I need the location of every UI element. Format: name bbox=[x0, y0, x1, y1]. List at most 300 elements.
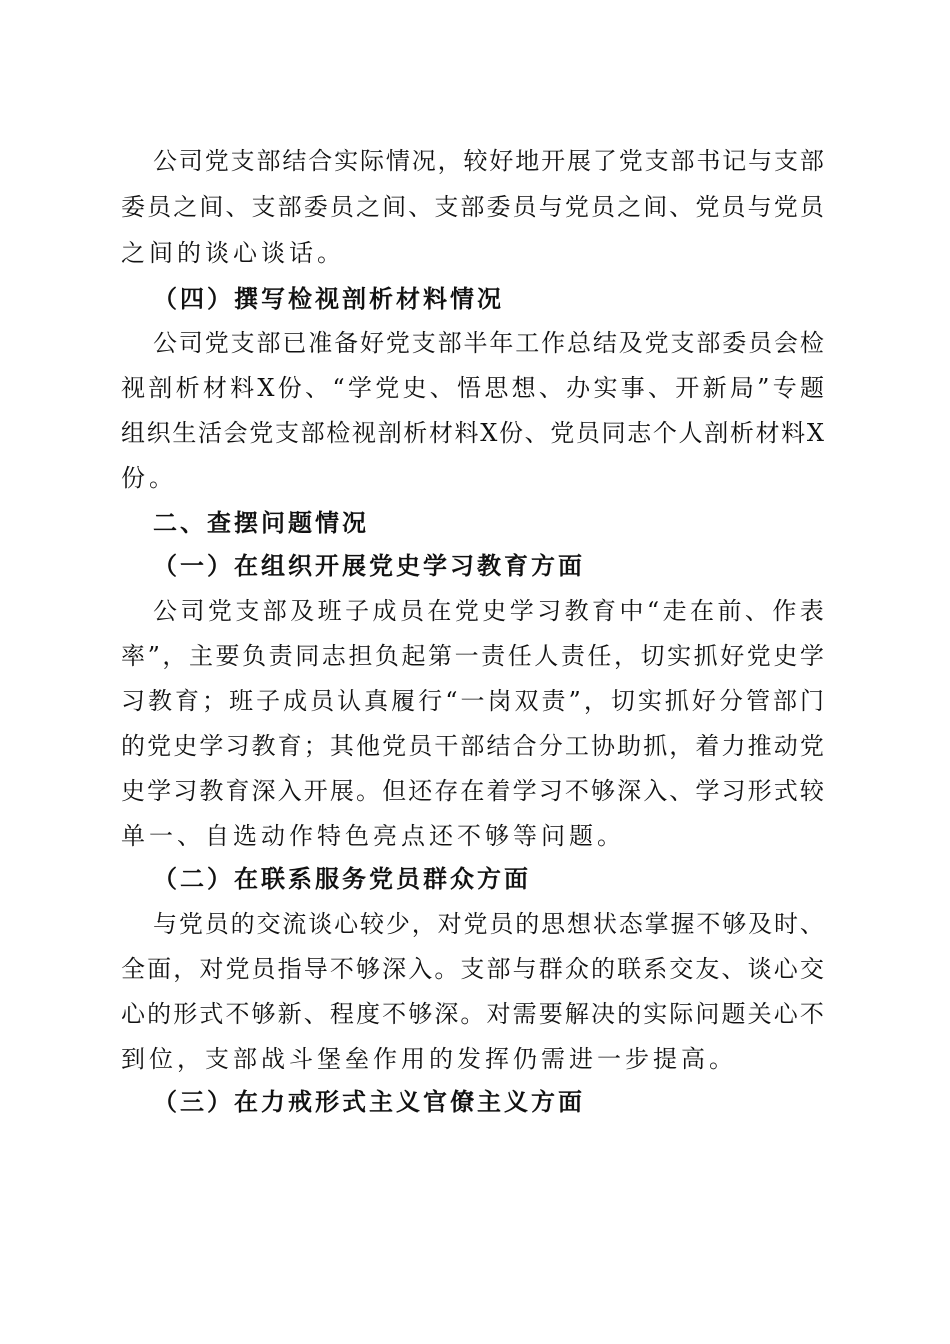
text-char: 办 bbox=[566, 374, 591, 402]
text-char: 志 bbox=[321, 642, 346, 670]
text-char: 深 bbox=[617, 777, 642, 805]
text-char: 面 bbox=[147, 955, 172, 983]
text-char: 着 bbox=[486, 777, 511, 805]
text-char: 起 bbox=[401, 642, 426, 670]
text-char: 材 bbox=[755, 419, 780, 447]
section-heading: （三）在力戒形式主义官僚主义方面 bbox=[153, 1087, 585, 1116]
text-char: 支 bbox=[235, 597, 260, 625]
text-char: 员 bbox=[310, 687, 335, 715]
text-char: 实 bbox=[643, 1000, 668, 1028]
text-char: 党 bbox=[204, 147, 229, 175]
text-char: 习 bbox=[121, 687, 145, 715]
text-char: 教 bbox=[251, 732, 276, 760]
text-char: 众 bbox=[564, 955, 589, 983]
text-char: 、 bbox=[524, 419, 549, 447]
text-char: 部 bbox=[460, 193, 485, 221]
paragraph-line: 之间的谈心谈话。 bbox=[121, 239, 345, 267]
text-char: ， bbox=[162, 642, 187, 670]
text-char: 检 bbox=[799, 329, 824, 357]
text-char: 切 bbox=[640, 642, 665, 670]
text-char: 想 bbox=[511, 374, 536, 402]
text-char: 部 bbox=[256, 329, 281, 357]
text-char: 题 bbox=[721, 1000, 746, 1028]
text-char: 结 bbox=[486, 732, 511, 760]
text-char: 要 bbox=[215, 642, 240, 670]
text-char: 部 bbox=[486, 955, 511, 983]
text-char: 史 bbox=[402, 374, 427, 402]
text-char: 任 bbox=[587, 642, 612, 670]
text-char: “ bbox=[445, 687, 458, 715]
text-char: 组 bbox=[121, 419, 145, 447]
text-char: 况 bbox=[411, 147, 436, 175]
text-char: 员 bbox=[147, 193, 172, 221]
text-char: 材 bbox=[202, 374, 227, 402]
text-char: 履 bbox=[391, 687, 416, 715]
text-char: 员 bbox=[590, 193, 615, 221]
text-char: 协 bbox=[590, 732, 615, 760]
text-char: 展 bbox=[329, 777, 354, 805]
text-char: 题 bbox=[799, 374, 824, 402]
text-char: 支 bbox=[644, 147, 669, 175]
text-char: 员 bbox=[799, 193, 824, 221]
text-char: 党 bbox=[147, 732, 172, 760]
text-char: 史 bbox=[482, 597, 507, 625]
text-char: X bbox=[480, 419, 498, 447]
text-char: 开 bbox=[541, 147, 566, 175]
text-char: 记 bbox=[722, 147, 747, 175]
section-heading: （二）在联系服务党员群众方面 bbox=[153, 864, 531, 893]
text-char: 、 bbox=[648, 374, 672, 402]
text-char: 总 bbox=[567, 329, 591, 357]
text-char: 党 bbox=[178, 910, 203, 938]
text-char: 较 bbox=[463, 147, 488, 175]
text-char: 教 bbox=[199, 777, 224, 805]
text-char: 的 bbox=[230, 910, 255, 938]
text-char: 全 bbox=[121, 955, 145, 983]
text-char: 党 bbox=[204, 329, 229, 357]
paragraph-line bbox=[121, 999, 824, 1029]
paragraph-line bbox=[121, 686, 824, 716]
text-char: 入 bbox=[408, 955, 433, 983]
text-char: 开 bbox=[303, 777, 328, 805]
text-char: 解 bbox=[564, 1000, 589, 1028]
text-char: ， bbox=[669, 732, 694, 760]
text-char: 育 bbox=[592, 597, 616, 625]
paragraph-line bbox=[121, 418, 824, 448]
text-char: 要 bbox=[538, 1000, 563, 1028]
text-char: 党 bbox=[207, 597, 232, 625]
text-char: 党 bbox=[564, 193, 589, 221]
text-char: 交 bbox=[256, 910, 281, 938]
text-char: 走 bbox=[662, 597, 687, 625]
text-char: 与 bbox=[538, 193, 563, 221]
text-char: 会 bbox=[774, 329, 798, 357]
text-char: “ bbox=[646, 597, 660, 625]
text-char: 及 bbox=[748, 910, 773, 938]
text-char: 合 bbox=[512, 732, 537, 760]
text-char: 思 bbox=[541, 910, 566, 938]
text-char: 还 bbox=[408, 777, 433, 805]
text-char: 人 bbox=[678, 419, 703, 447]
text-char: 书 bbox=[696, 147, 721, 175]
text-char: 。 bbox=[460, 1000, 485, 1028]
text-char: 成 bbox=[372, 597, 397, 625]
text-char: 入 bbox=[643, 777, 668, 805]
text-char: 及 bbox=[290, 597, 315, 625]
text-char: 支 bbox=[230, 147, 255, 175]
text-char: 史 bbox=[773, 642, 798, 670]
text-char: ， bbox=[583, 687, 608, 715]
text-char: 育 bbox=[277, 732, 302, 760]
text-char: 、 bbox=[669, 777, 694, 805]
text-char: 、 bbox=[305, 374, 330, 402]
text-char: 委 bbox=[722, 329, 747, 357]
text-char: ， bbox=[411, 910, 436, 938]
text-char: 析 bbox=[175, 374, 200, 402]
text-char: 准 bbox=[308, 329, 333, 357]
text-char: 助 bbox=[617, 732, 642, 760]
text-char: 实 bbox=[637, 687, 662, 715]
text-char: 够 bbox=[590, 777, 615, 805]
text-char: 交 bbox=[669, 955, 694, 983]
text-char: 料 bbox=[781, 419, 806, 447]
text-char: 子 bbox=[345, 597, 370, 625]
text-char: 支 bbox=[434, 193, 459, 221]
text-char: 委 bbox=[303, 193, 328, 221]
text-char: 一 bbox=[454, 642, 479, 670]
text-char: 够 bbox=[355, 955, 380, 983]
text-char: 形 bbox=[173, 1000, 198, 1028]
text-char: 够 bbox=[722, 910, 747, 938]
text-char: 认 bbox=[337, 687, 362, 715]
text-char: 表 bbox=[799, 597, 824, 625]
text-char: 好 bbox=[360, 329, 384, 357]
text-char: 不 bbox=[799, 1000, 824, 1028]
text-char: 、 bbox=[744, 597, 769, 625]
text-char: 握 bbox=[670, 910, 695, 938]
text-char: 前 bbox=[717, 597, 742, 625]
text-char: 导 bbox=[303, 955, 328, 983]
text-char: 学 bbox=[199, 732, 224, 760]
text-char: 。 bbox=[355, 777, 380, 805]
text-char: ” bbox=[568, 687, 581, 715]
text-char: 抓 bbox=[693, 642, 718, 670]
text-char: 司 bbox=[178, 329, 203, 357]
text-char: 会 bbox=[223, 419, 248, 447]
text-char: 员 bbox=[251, 955, 276, 983]
text-char: 学 bbox=[509, 597, 534, 625]
text-char: 的 bbox=[147, 1000, 172, 1028]
text-char: 支 bbox=[251, 193, 276, 221]
text-char: 党 bbox=[385, 329, 410, 357]
text-char: 料 bbox=[230, 374, 255, 402]
text-char: 式 bbox=[773, 777, 798, 805]
text-char: 系 bbox=[643, 955, 668, 983]
text-char: 部 bbox=[670, 147, 695, 175]
text-char: 掌 bbox=[644, 910, 669, 938]
text-char: 员 bbox=[399, 597, 424, 625]
text-char: 习 bbox=[537, 597, 562, 625]
text-char: 剖 bbox=[148, 374, 173, 402]
text-char: 群 bbox=[538, 955, 563, 983]
text-char: 份 bbox=[498, 419, 523, 447]
text-char: ； bbox=[303, 732, 328, 760]
text-char: 部 bbox=[262, 597, 287, 625]
text-char: 工 bbox=[564, 732, 589, 760]
text-char: 结 bbox=[282, 147, 307, 175]
text-char: 支 bbox=[670, 329, 695, 357]
text-char: 学 bbox=[347, 374, 372, 402]
paragraph-line bbox=[153, 596, 824, 626]
text-char: 党 bbox=[618, 147, 643, 175]
text-char: 心 bbox=[773, 1000, 798, 1028]
text-char: 主 bbox=[188, 642, 213, 670]
text-char: 好 bbox=[720, 642, 745, 670]
paragraph-line bbox=[121, 731, 824, 761]
text-char: 对 bbox=[437, 910, 462, 938]
text-char: 与 bbox=[747, 193, 772, 221]
text-char: 不 bbox=[696, 910, 721, 938]
text-char: 谈 bbox=[747, 955, 772, 983]
text-char: 负 bbox=[242, 642, 267, 670]
text-char: 指 bbox=[277, 955, 302, 983]
text-char: 形 bbox=[747, 777, 772, 805]
section-heading: 二、查摆问题情况 bbox=[153, 508, 369, 537]
text-char: 员 bbox=[748, 329, 773, 357]
text-char: 的 bbox=[617, 1000, 642, 1028]
text-char: 织 bbox=[146, 419, 171, 447]
text-char: 党 bbox=[773, 193, 798, 221]
text-char: 教 bbox=[564, 597, 589, 625]
text-char: 、 bbox=[721, 955, 746, 983]
text-char: 习 bbox=[225, 732, 250, 760]
text-char: 、 bbox=[669, 193, 694, 221]
text-char: 、 bbox=[303, 1000, 328, 1028]
text-char: 悟 bbox=[457, 374, 482, 402]
text-char: 一 bbox=[460, 687, 485, 715]
text-char: 双 bbox=[514, 687, 539, 715]
text-char: 抓 bbox=[643, 732, 668, 760]
text-char: 不 bbox=[382, 1000, 407, 1028]
text-char: 想 bbox=[567, 910, 591, 938]
text-char: 成 bbox=[283, 687, 308, 715]
text-char: 支 bbox=[460, 955, 485, 983]
text-char: 育 bbox=[175, 687, 200, 715]
text-char: 际 bbox=[360, 147, 384, 175]
text-char: 员 bbox=[721, 193, 746, 221]
text-char: 管 bbox=[745, 687, 770, 715]
text-char: 对 bbox=[199, 955, 224, 983]
text-char: 部 bbox=[696, 329, 721, 357]
text-char: 学 bbox=[695, 777, 720, 805]
text-char: 视 bbox=[351, 419, 376, 447]
text-char: 结 bbox=[592, 329, 617, 357]
text-char: 地 bbox=[515, 147, 540, 175]
paragraph-line bbox=[121, 373, 824, 403]
text-char: 实 bbox=[667, 642, 692, 670]
text-char: 已 bbox=[282, 329, 307, 357]
text-char: 年 bbox=[489, 329, 514, 357]
text-char: 与 bbox=[153, 910, 177, 938]
text-char: 习 bbox=[721, 777, 746, 805]
paragraph-line: 到位，支部战斗堡垒作用的发挥仍需进一步提高。 bbox=[121, 1045, 737, 1073]
text-char: 中 bbox=[619, 597, 644, 625]
text-char: 负 bbox=[374, 642, 399, 670]
text-char: 剖 bbox=[377, 419, 402, 447]
text-char: 员 bbox=[489, 910, 514, 938]
text-char: 交 bbox=[799, 955, 824, 983]
text-char: 流 bbox=[282, 910, 307, 938]
text-char: 备 bbox=[334, 329, 359, 357]
text-char: 部 bbox=[799, 147, 824, 175]
text-char: 部 bbox=[277, 193, 302, 221]
text-char: 干 bbox=[434, 732, 459, 760]
text-char: 存 bbox=[434, 777, 459, 805]
text-char: 部 bbox=[256, 147, 281, 175]
text-char: 部 bbox=[300, 419, 325, 447]
text-char: 党 bbox=[550, 419, 575, 447]
text-char: 局 bbox=[729, 374, 754, 402]
text-char: 第 bbox=[428, 642, 453, 670]
text-char: 工 bbox=[515, 329, 540, 357]
text-char: 作 bbox=[541, 329, 566, 357]
text-char: 不 bbox=[329, 955, 354, 983]
text-char: 党 bbox=[225, 955, 250, 983]
text-char: 同 bbox=[295, 642, 320, 670]
text-char: 深 bbox=[382, 955, 407, 983]
text-char: 不 bbox=[564, 777, 589, 805]
text-char: 员 bbox=[575, 419, 600, 447]
text-char: 与 bbox=[748, 147, 773, 175]
text-char: 推 bbox=[747, 732, 772, 760]
text-char: 但 bbox=[382, 777, 407, 805]
text-char: 真 bbox=[364, 687, 389, 715]
text-char: 作 bbox=[772, 597, 797, 625]
text-char: 的 bbox=[121, 732, 145, 760]
text-char: 展 bbox=[567, 147, 591, 175]
text-char: 不 bbox=[225, 1000, 250, 1028]
text-char: 新 bbox=[277, 1000, 302, 1028]
paragraph-line: 单一、自选动作特色亮点还不够等问题。 bbox=[121, 822, 625, 850]
text-char: 时 bbox=[774, 910, 798, 938]
text-char: 员 bbox=[204, 910, 229, 938]
text-char: 之 bbox=[173, 193, 198, 221]
text-char: 检 bbox=[326, 419, 351, 447]
paragraph-line bbox=[121, 192, 824, 222]
text-char: 同 bbox=[601, 419, 626, 447]
text-char: 、 bbox=[799, 910, 824, 938]
text-char: 半 bbox=[463, 329, 488, 357]
text-char: 其 bbox=[329, 732, 354, 760]
text-char: 切 bbox=[610, 687, 635, 715]
text-char: 他 bbox=[355, 732, 380, 760]
text-char: 人 bbox=[534, 642, 559, 670]
text-char: 子 bbox=[256, 687, 281, 715]
text-char: 志 bbox=[627, 419, 652, 447]
text-char: 教 bbox=[148, 687, 173, 715]
section-heading: （一）在组织开展党史学习教育方面 bbox=[153, 551, 585, 580]
text-char: 党 bbox=[799, 732, 824, 760]
text-char: 党 bbox=[746, 642, 771, 670]
text-char: X bbox=[806, 419, 824, 447]
text-char: 责 bbox=[541, 687, 566, 715]
text-char: 够 bbox=[251, 1000, 276, 1028]
text-char: 入 bbox=[277, 777, 302, 805]
text-char: 合 bbox=[308, 147, 333, 175]
text-char: 党 bbox=[463, 910, 488, 938]
text-char: 、 bbox=[538, 374, 563, 402]
text-char: 思 bbox=[484, 374, 509, 402]
text-char: 够 bbox=[408, 1000, 433, 1028]
text-char: 较 bbox=[799, 777, 824, 805]
text-char: 委 bbox=[121, 193, 145, 221]
text-char: 心 bbox=[334, 910, 359, 938]
text-char: 态 bbox=[618, 910, 643, 938]
paragraph-line bbox=[121, 776, 824, 806]
text-char: 委 bbox=[486, 193, 511, 221]
text-char: 党 bbox=[644, 329, 669, 357]
text-char: 之 bbox=[617, 193, 642, 221]
text-char: 生 bbox=[172, 419, 197, 447]
text-char: 决 bbox=[590, 1000, 615, 1028]
text-char: 史 bbox=[121, 777, 145, 805]
text-char: 联 bbox=[617, 955, 642, 983]
text-char: 个 bbox=[652, 419, 677, 447]
text-char: 司 bbox=[180, 597, 205, 625]
text-char: 活 bbox=[197, 419, 222, 447]
text-char: 析 bbox=[729, 419, 754, 447]
text-char: 开 bbox=[675, 374, 700, 402]
text-char: 公 bbox=[153, 147, 177, 175]
text-char: 之 bbox=[355, 193, 380, 221]
text-char: 深 bbox=[251, 777, 276, 805]
text-char: 与 bbox=[512, 955, 537, 983]
text-char: 习 bbox=[173, 777, 198, 805]
text-char: “ bbox=[332, 374, 345, 402]
text-char: 员 bbox=[408, 732, 433, 760]
text-char: 任 bbox=[507, 642, 532, 670]
paragraph-line bbox=[153, 146, 824, 176]
text-char: 行 bbox=[418, 687, 443, 715]
text-char: 式 bbox=[199, 1000, 224, 1028]
text-char: 心 bbox=[773, 955, 798, 983]
text-char: 实 bbox=[334, 147, 359, 175]
text-char: 员 bbox=[329, 193, 354, 221]
text-char: 史 bbox=[173, 732, 198, 760]
text-char: 了 bbox=[592, 147, 617, 175]
text-char: 岗 bbox=[487, 687, 512, 715]
text-char: 谈 bbox=[308, 910, 333, 938]
text-char: 班 bbox=[317, 597, 342, 625]
text-char: 析 bbox=[403, 419, 428, 447]
text-char: ” bbox=[757, 374, 770, 402]
text-char: 习 bbox=[538, 777, 563, 805]
paragraph-line bbox=[153, 328, 824, 358]
text-char: 间 bbox=[199, 193, 224, 221]
text-char: 部 bbox=[460, 732, 485, 760]
text-char: 党 bbox=[375, 374, 400, 402]
text-char: 公 bbox=[153, 597, 177, 625]
text-char: 力 bbox=[721, 732, 746, 760]
text-char: ， bbox=[437, 147, 462, 175]
text-char: ， bbox=[173, 955, 198, 983]
section-heading: （四）撰写检视剖析材料情况 bbox=[153, 284, 504, 313]
text-char: 动 bbox=[773, 732, 798, 760]
paragraph-line: 份。 bbox=[121, 464, 177, 492]
text-char: 门 bbox=[799, 687, 824, 715]
text-char: 度 bbox=[355, 1000, 380, 1028]
text-char: 深 bbox=[434, 1000, 459, 1028]
